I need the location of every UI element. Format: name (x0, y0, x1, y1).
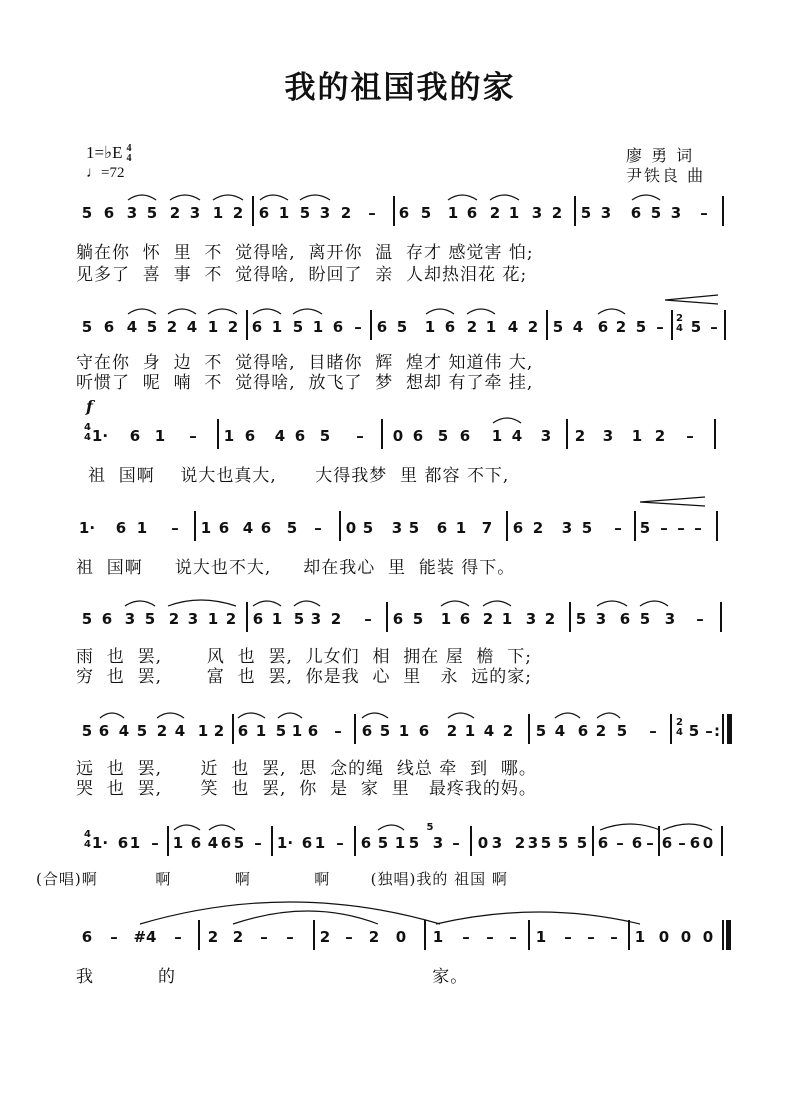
notation-row: 5 6 4 5 2 4 1 2 6 1 5 1 6 – 6 5 1 6 2 1 4 2 5 4 6 2 5 – 2 4 5 – (0, 318, 800, 342)
tempo-marking: ♩=72 (86, 165, 125, 181)
lyric-verse-1: 雨 也 罢, 风 也 罢, 儿女们 相 拥在 屋 檐 下; (76, 647, 533, 667)
lyric-verse-2: 见多了 喜 事 不 觉得啥, 盼回了 亲 人却热泪花 花; (76, 265, 528, 285)
notation-row: 4 4 1· 6 1 – 1 6 4 6 5 – 1· 6 1 – 6 5 1 5 5 3 – 0 3 2 3 5 5 5 6 – 6 – 6 – 6 0 (0, 834, 800, 858)
lyric-verse-2: 听惯了 呢 喃 不 觉得啥, 放飞了 梦 想却 有了牵 挂, (76, 373, 534, 393)
notation-row: 4 4 1· 6 1 – 1 6 4 6 5 – 0 6 5 6 1 4 3 2 3 1 2 – (0, 427, 800, 451)
lyric-chorus: 祖 国啊 说大也真大, 大得我梦 里 都容 不下, (88, 466, 510, 486)
lyric-verse-2: 穷 也 罢, 富 也 罢, 你是我 心 里 永 远的家; (76, 667, 533, 687)
notation-row: 5 6 4 5 2 4 1 2 6 1 5 1 6 – 6 5 1 6 2 1 4 2 5 4 6 2 5 – 2 4 5 – : (0, 722, 800, 746)
lyric-final: 我 的 家。 (76, 967, 469, 987)
song-title: 我的祖国我的家 (284, 70, 516, 106)
lyric-verse-1: 远 也 罢, 近 也 罢, 思 念的绳 线总 牵 到 哪。 (76, 759, 537, 779)
lyric-verse-1: 躺在你 怀 里 不 觉得啥, 离开你 温 存才 感觉害 怕; (76, 243, 534, 263)
dynamic-forte: f (86, 397, 93, 416)
notation-row: 6 – #4 – 2 2 – – 2 – 2 0 1 – – – 1 – – – 1 0 0 0 (0, 928, 800, 952)
lyric-verse-2: 哭 也 罢, 笑 也 罢, 你 是 家 里 最疼我的妈。 (76, 779, 537, 799)
notation-row: 1· 6 1 – 1 6 4 6 5 – 0 5 3 5 6 1 7 6 2 3 5 – 5 – – – (0, 519, 800, 543)
time-signature: 4 4 (126, 143, 132, 165)
lyric-ending: (合唱)啊 啊 啊 啊 (独唱)我的 祖国 啊 (36, 870, 508, 888)
composer-credit: 尹铁良 曲 (626, 166, 706, 185)
lyricist-credit: 廖 勇 词 (626, 146, 695, 165)
key-text: 1=♭E (86, 143, 123, 162)
lyric-chorus: 祖 国啊 说大也不大, 却在我心 里 能装 得下。 (76, 558, 516, 578)
lyric-verse-1: 守在你 身 边 不 觉得啥, 目睹你 辉 煌才 知道伟 大, (76, 353, 534, 373)
notation-row: 5 6 3 5 2 3 1 2 6 1 5 3 2 – 6 5 1 6 2 1 3 2 5 3 6 5 3 – (0, 610, 800, 634)
notation-row: 5 6 3 5 2 3 1 2 6 1 5 3 2 – 6 5 1 6 2 1 3 2 5 3 6 5 3 – (0, 204, 800, 228)
